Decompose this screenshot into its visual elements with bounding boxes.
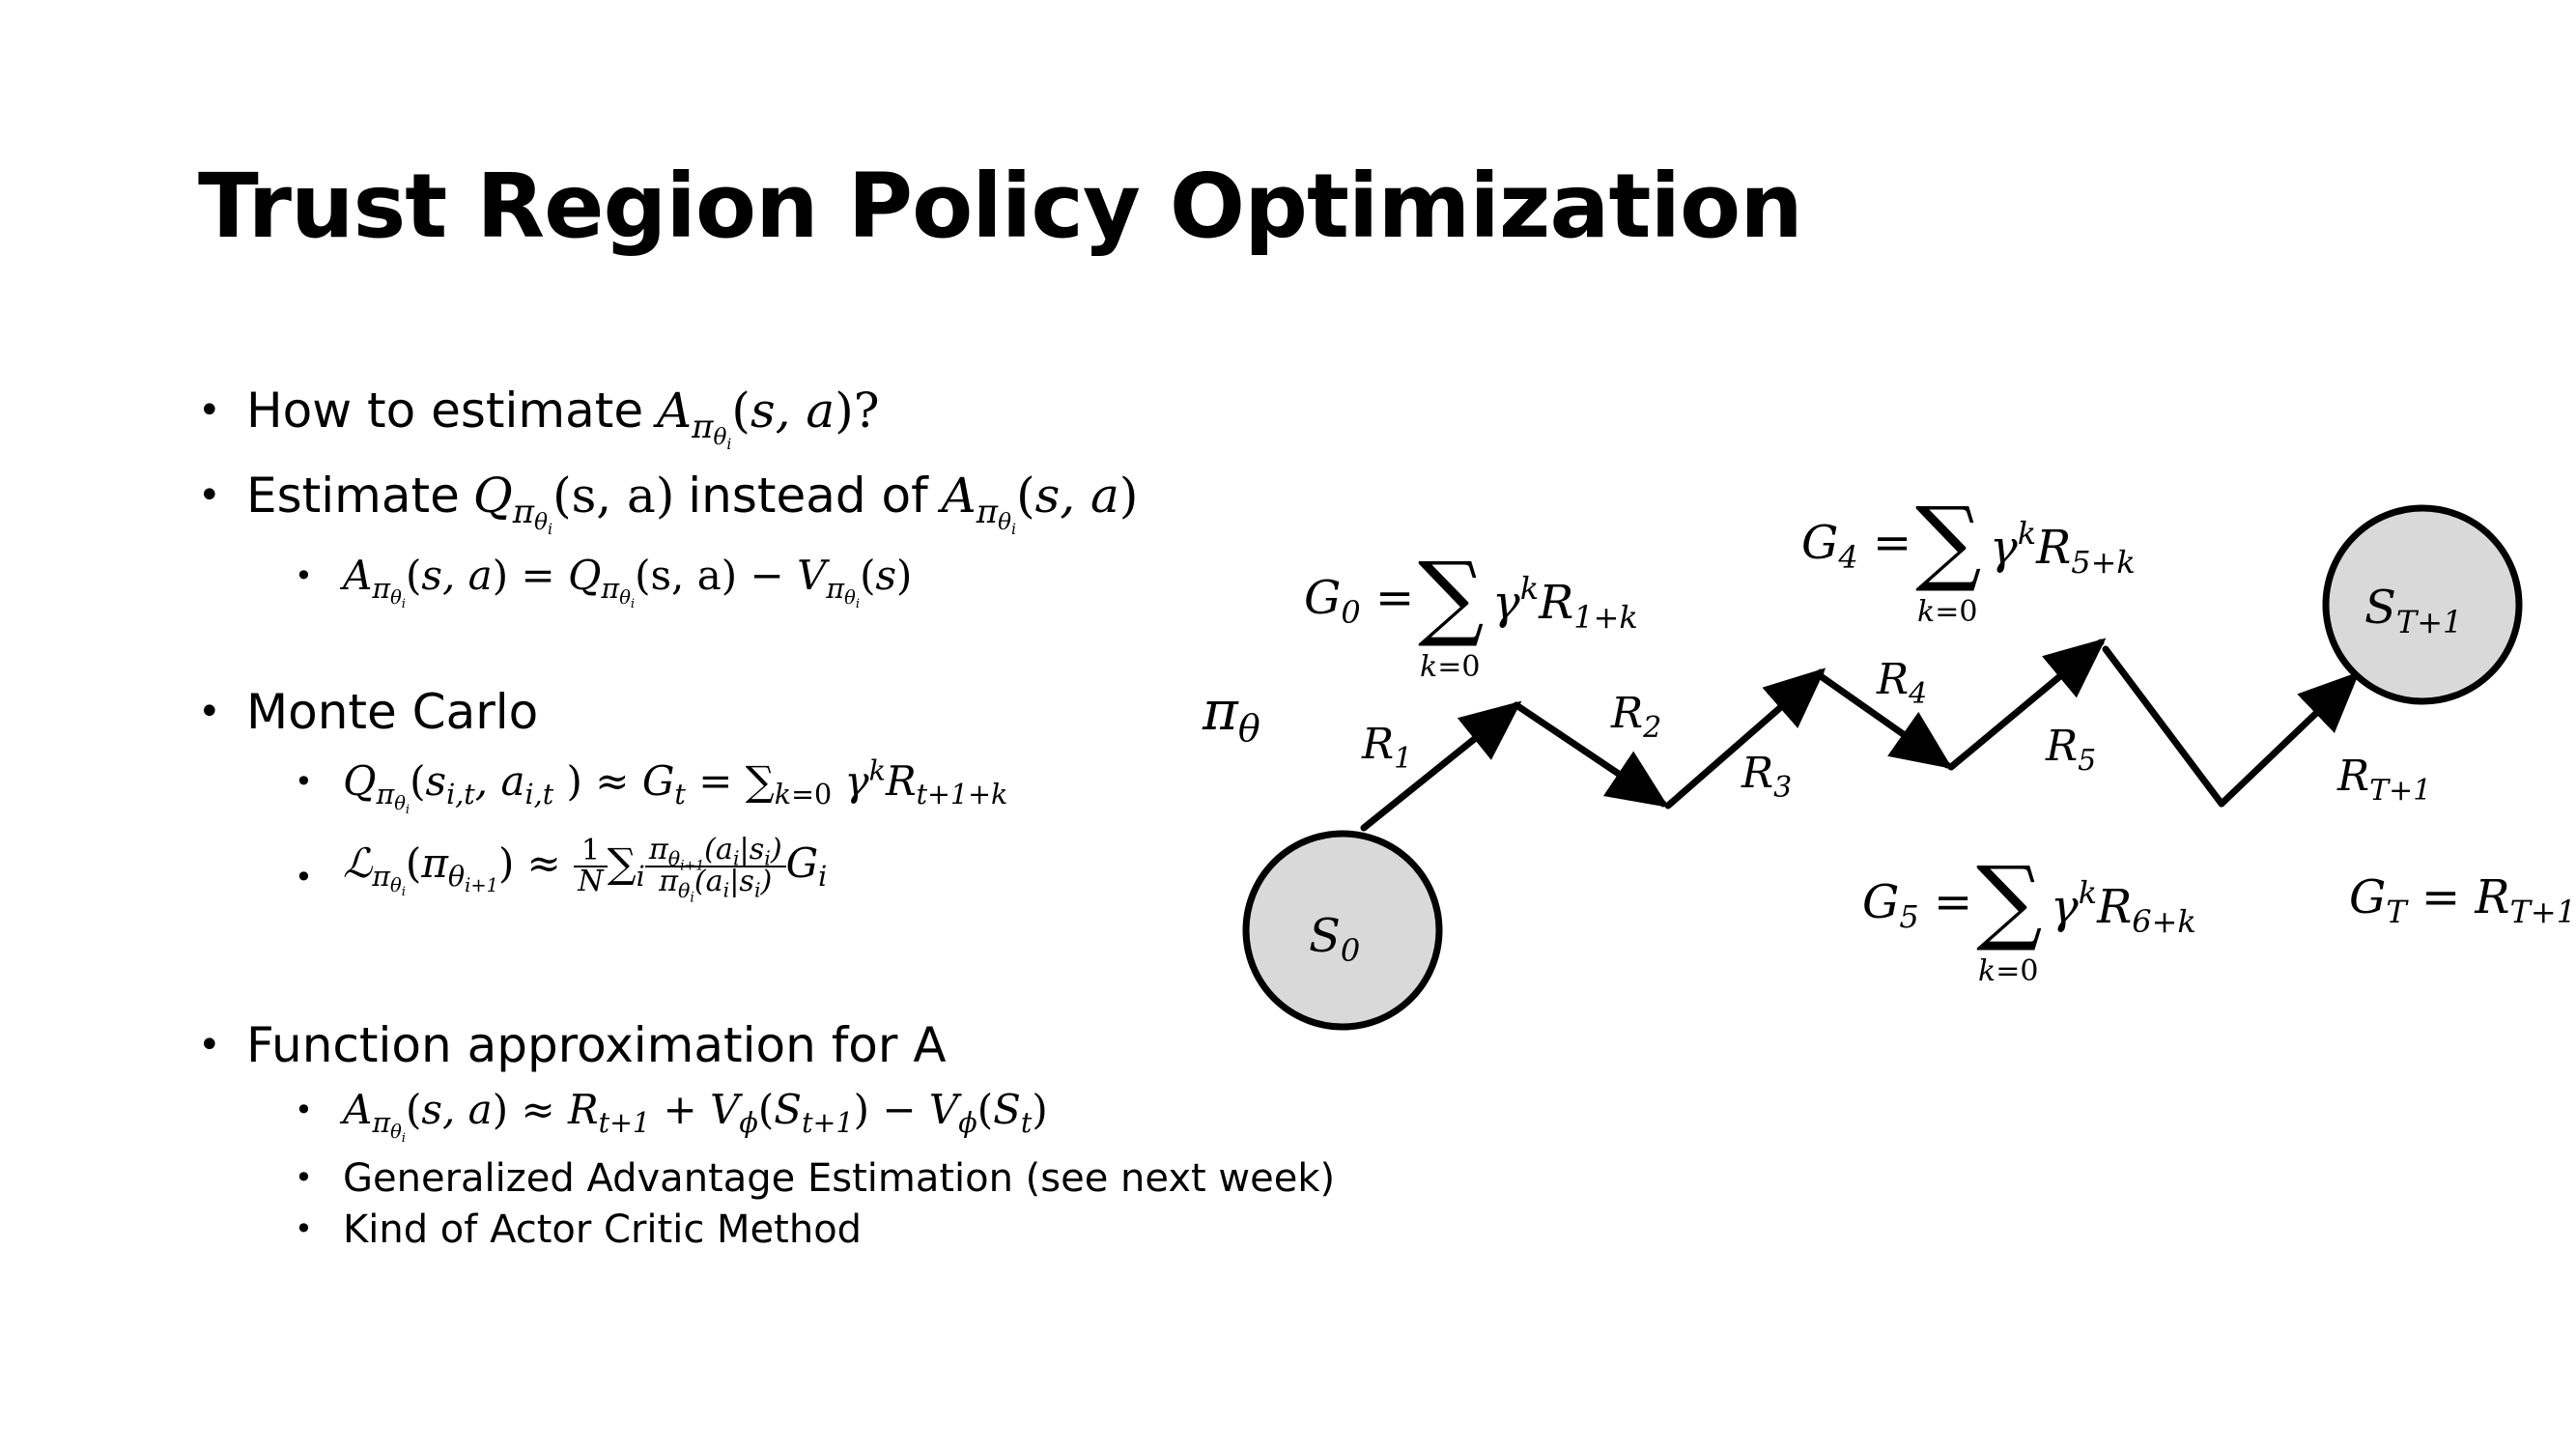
reward-r3: $R_3$ [1741,749,1793,805]
sub-bullet-dot: • [295,859,313,895]
bullet-dot: • [198,1023,221,1067]
sub-bullet-dot: • [295,557,313,594]
state-st1-label: $S_{T+1}$ [2364,581,2463,640]
svg-text:∑: ∑ [1915,487,1982,595]
policy-label: $\pi_\theta$ [1203,680,1260,750]
svg-text:∑: ∑ [1418,542,1485,650]
sub-bullet-dot: • [295,763,313,800]
reward-r1: $R_1$ [1362,720,1413,776]
return-g4 [1801,487,2136,629]
bullet-dot: • [198,473,221,518]
svg-text:G0 =: $G_0$ = [1304,571,1415,631]
reward-r4: $R_4$ [1877,655,1928,711]
svg-text:GT = RT+1: $G_T = R_{T+1}$ [2349,870,2576,930]
mc-q-estimate: $Q_{\pi_{\theta_i}}(s_{i,t}$, $a_{i,t}$ ) ≈ $G_t = \sum_{k=0}$ $\gamma^kR_{t+1+k}$ [343,753,1008,818]
start-state-node [1246,834,1439,1027]
svg-text:γkR6+k: $\gamma^kR_{6+k}$ [2051,874,2196,940]
bullet-dot: • [198,388,221,433]
svg-text:γkR5+k: $\gamma^kR_{5+k}$ [1990,515,2136,581]
sub-bullet-dot: • [295,1092,313,1128]
reward-r5: $R_5$ [2046,722,2097,778]
advantage-definition: $A_{\pi_{\theta_i}}(s$, $a) = Q_{\pi_{\theta_i}}(s$, $a) - V_{\pi_{\theta_i}}(s)$ [343,552,913,612]
return-g5 [1862,846,2196,988]
bullet-estimate-q: Estimate $Q_{\pi_{\theta_i}}(s$, a) instead of $A_{\pi_{\theta_i}}(s$, a) [246,468,1139,539]
reward-r2: $R_2$ [1611,689,1662,745]
trajectory-step-7 [2222,676,2355,804]
state-s0-label: $S_0$ [1309,909,1361,969]
svg-text:k=0: k=0 [1420,650,1481,684]
svg-text:k=0: k=0 [1917,595,1978,629]
bullet-function-approx: Function approximation for A [246,1017,947,1073]
return-g0 [1304,542,1638,684]
page-title: Trust Region Policy Optimization [198,155,1802,258]
sub-bullet-dot: • [295,1159,313,1196]
svg-text:∑: ∑ [1976,846,2043,954]
svg-text:k=0: k=0 [1978,954,2039,988]
trajectory-step-6 [2106,649,2222,804]
bullet-dot: • [198,690,221,734]
bullet-monte-carlo: Monte Carlo [246,684,539,740]
svg-text:G5 =: $G_5$ = [1862,875,1973,935]
bullet-how-to-estimate: How to estimate $A_{\pi_{\theta_i}}(s$, a)? [246,383,880,454]
return-gt [2349,870,2576,930]
td-advantage: $A_{\pi_{\theta_i}}(s$, $a) \approx R_{t+1} + V_\phi(S_{t+1}) - V_\phi(S_t)$ [343,1086,1048,1147]
surrogate-objective: $ℒ_{\pi_{\theta_i}}(\pi_{\theta_{i+1}})$ ≈ $\frac{1}{N}$ $\sum_i$ $\frac{\pi_{\theta_{i+1}}(a_i|s_i)}{\pi_{\theta_i}(a_i|s_i)}$ $G_i$ [343,833,828,906]
actor-critic-bullet: Kind of Actor Critic Method [343,1208,863,1252]
gae-bullet: Generalized Advantage Estimation (see next week) [343,1156,1336,1201]
svg-text:γkR1+k: $\gamma^kR_{1+k}$ [1492,570,1638,636]
reward-rt1: $R_{T+1}$ [2337,752,2432,808]
svg-text:G4 =: $G_4$ = [1801,516,1912,576]
sub-bullet-dot: • [295,1210,313,1247]
